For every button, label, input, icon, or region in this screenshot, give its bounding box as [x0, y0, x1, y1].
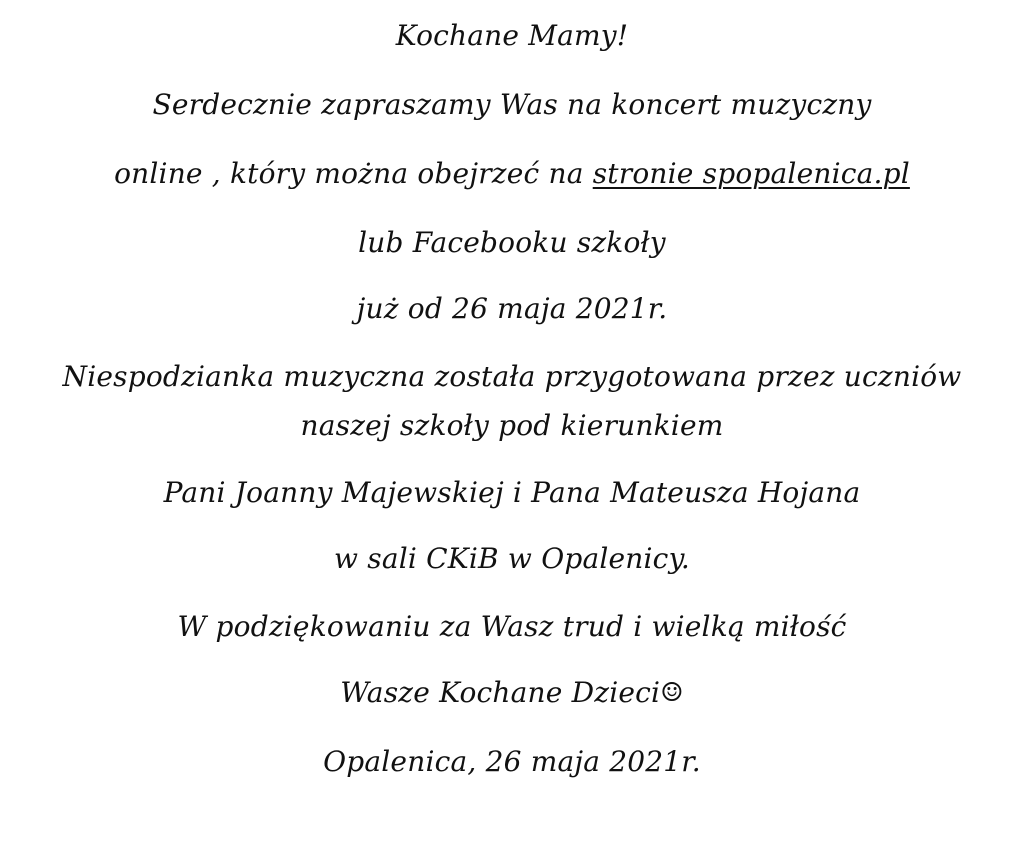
invite-line: Serdecznie zapraszamy Was na koncert muzyczny	[152, 88, 872, 121]
thanks-line: W podziękowaniu za Wasz trud i wielką miłość	[177, 610, 847, 643]
online-line	[0, 156, 1024, 192]
signature-text: Wasze Kochane Dzieci	[340, 676, 661, 709]
greeting: Kochane Mamy!	[395, 19, 629, 52]
signature-line	[0, 675, 1024, 711]
website-link[interactable]: stronie spopalenica.pl	[592, 157, 910, 190]
date-line: już od 26 maja 2021r.	[356, 292, 668, 325]
smiley-icon: ☺	[660, 678, 684, 708]
online-line-text: online , który można obejrzeć na	[114, 157, 593, 190]
venue-line: w sali CKiB w Opalenicy.	[334, 542, 690, 575]
surprise-line-1: Niespodzianka muzyczna została przygotowana przez uczniów	[62, 360, 962, 393]
facebook-line: lub Facebooku szkoły	[358, 226, 666, 259]
place-date-line: Opalenica, 26 maja 2021r.	[323, 745, 701, 778]
teachers-line: Pani Joanny Majewskiej i Pana Mateusza Hojana	[163, 476, 861, 509]
surprise-line-2: naszej szkoły pod kierunkiem	[300, 409, 724, 442]
